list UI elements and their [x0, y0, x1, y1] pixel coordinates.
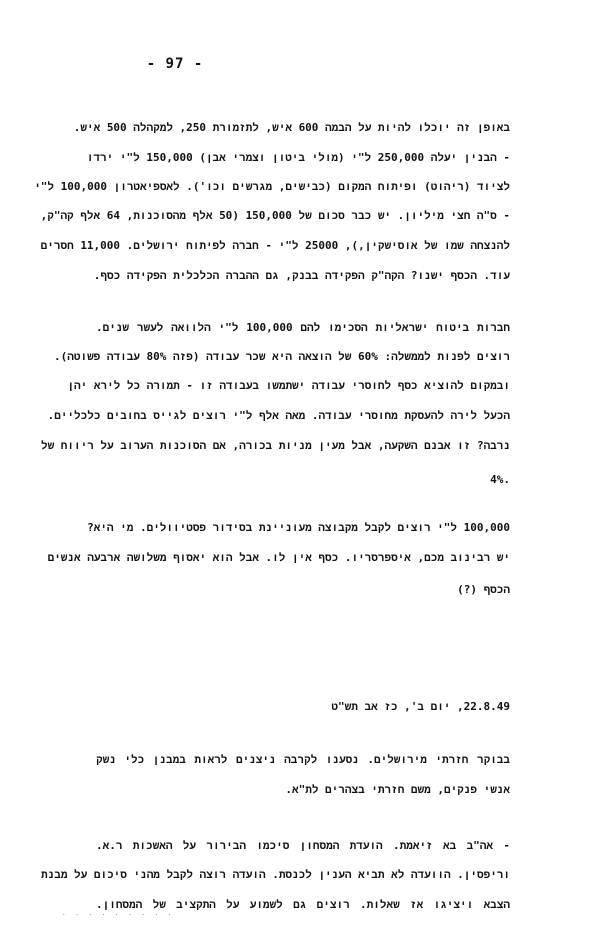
text-line: - אה"ב בא זיאמת. הועדת המסחון סיכמו הבירור על האשכות ר.א.: [96, 839, 510, 852]
text-line: עוד. הכסף ישנו? הקה"ק הפקידה בבנק, גם ההברה הכלכלית הפקידה כסף.: [93, 269, 510, 282]
page-number: - 97 -: [146, 56, 204, 72]
text-line: וריפסין. הוועדה לא תביא הענין לכנסת. הועדה רוצה לקבל מהני סיכום על מבנת: [41, 868, 510, 881]
text-line: - ס"ה חצי מיליון. יש כבר סכום של 150,000 (50 אלף מהסוכנות, 64 אלף קה"ק,: [40, 209, 510, 222]
text-line: לציוד (ריהוט) ופיתוח המקום (כבישים, מגרשים וכו'). לאספיאטרון 100,000 ל"י: [34, 180, 510, 193]
text-line: 100,000 ל"י רוצים לקבל מקבוצה מעוניינת בסידור פסטיוולים. מי היא?: [87, 521, 510, 534]
text-line: יש רבינוב מכם, איספרסריו. כסף אין לו. אבל הוא יאסוף משלושה ארבעה אנשים: [47, 551, 510, 564]
text-line: בבוקר חזרתי מירושלים. נסענו לקרבה ניצנים לראות במבנן כלי נשק: [96, 753, 510, 766]
text-line: חברות ביטוח ישראליות הסכימו להם 100,000 ל"י הלוואה לעשר שנים.: [96, 321, 510, 334]
text-line: באופן זה יוכלו להיות על הבמה 600 איש, לתזמורת 250, למקהלה 500 איש.: [73, 121, 510, 134]
text-line: 4%.: [490, 473, 510, 486]
text-line: ובמקום להוציא כסף לחוסרי עבודה ישתמשו בעבודה זו - תמורה כל לירא יהן: [67, 379, 510, 392]
text-line: הצבא ויציגו אז שאלות. רוצים גם לשמוע על התקציב של המסחון.: [96, 898, 510, 911]
text-line: רוצים לפנות לממשלה: 60% של הוצאה היא שכר עבודה (פזה 80% עבודה פשוטה).: [54, 350, 510, 363]
text-line: - הבנין יעלה 250,000 ל"י (מולי ביטון וצמרי אבן) 150,000 ל"י ירדו: [86, 151, 510, 164]
text-line: נרבה? זו אבנם השקעה, אבל מעין מניות בכורה, אם הסוכנות הערוב על ריווח של: [40, 439, 510, 452]
text-line: אנשי פנקים, משם חזרתי בצהרים לת"א.: [285, 783, 510, 796]
text-line: הכעל לירה להעסקת מחוסרי עבודה. מאה אלף ל"י רוצים לגייס בחובים כלכליים.: [47, 409, 510, 422]
text-line: הכסף (?): [457, 583, 510, 596]
text-line: להנצחה שמו של אוסישקין,), 25000 ל"י - חברה לפיתוח ירושלים. 11,000 חסרים: [40, 239, 510, 252]
scan-speck: . . . . . . . . .: [62, 910, 175, 917]
date-heading: 22.8.49, יום ב', כז אב תש"ט: [331, 700, 510, 713]
